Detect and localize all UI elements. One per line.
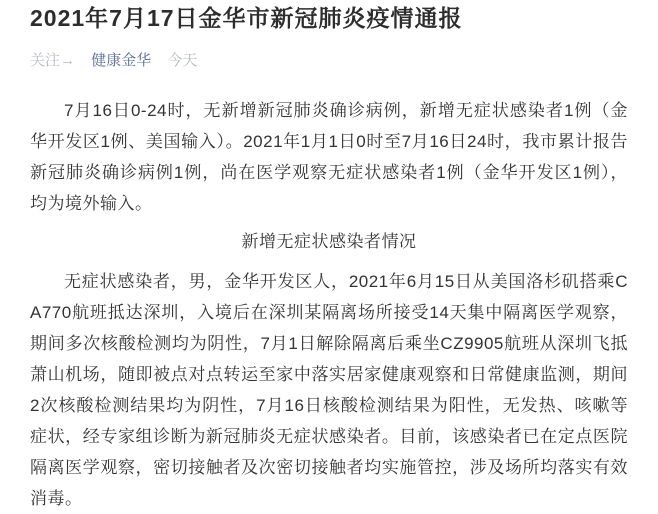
article-page	[30, 0, 628, 514]
account-name-link[interactable]: 健康金华	[91, 52, 152, 69]
page-title: 2021年7月17日金华市新冠肺炎疫情通报	[30, 5, 463, 31]
follow-label: 关注→	[30, 52, 76, 69]
section-heading: 新增无症状感染者情况	[241, 232, 417, 251]
intro-paragraph: 7月16日0-24时，无新增新冠肺炎确诊病例，新增无症状感染者1例（金华开发区1例、美国输入）。2021年1月1日0时至7月16日24时，我市累计报告新冠肺炎确诊病例1例，尚在医学观察无症状感染者1例（金华开发区1例），均为境外输入。	[30, 101, 628, 213]
detail-paragraph: 无症状感染者，男，金华开发区人，2021年6月15日从美国洛杉矶搭乘CA770航班抵达深圳，入境后在深圳某隔离场所接受14天集中隔离医学观察，期间多次核酸检测均为阴性，7月1日解除隔离后乘坐CZ9905航班从深圳飞抵萧山机场，随即被点对点转运至家中落实居家健康观察和日常健康监测，期间2次核酸检测结果均为阴性，7月16日核酸检测结果为阳性，无发热、咳嗽等症状，经专家组诊断为新冠肺炎无症状感染者。目前，该感染者已在定点医院隔离医学观察，密切接触者及次密切接触者均实施管控，涉及场所均落实有效消毒。	[30, 272, 628, 508]
article-meta-row	[30, 51, 628, 71]
publish-date: 今天	[167, 52, 198, 69]
